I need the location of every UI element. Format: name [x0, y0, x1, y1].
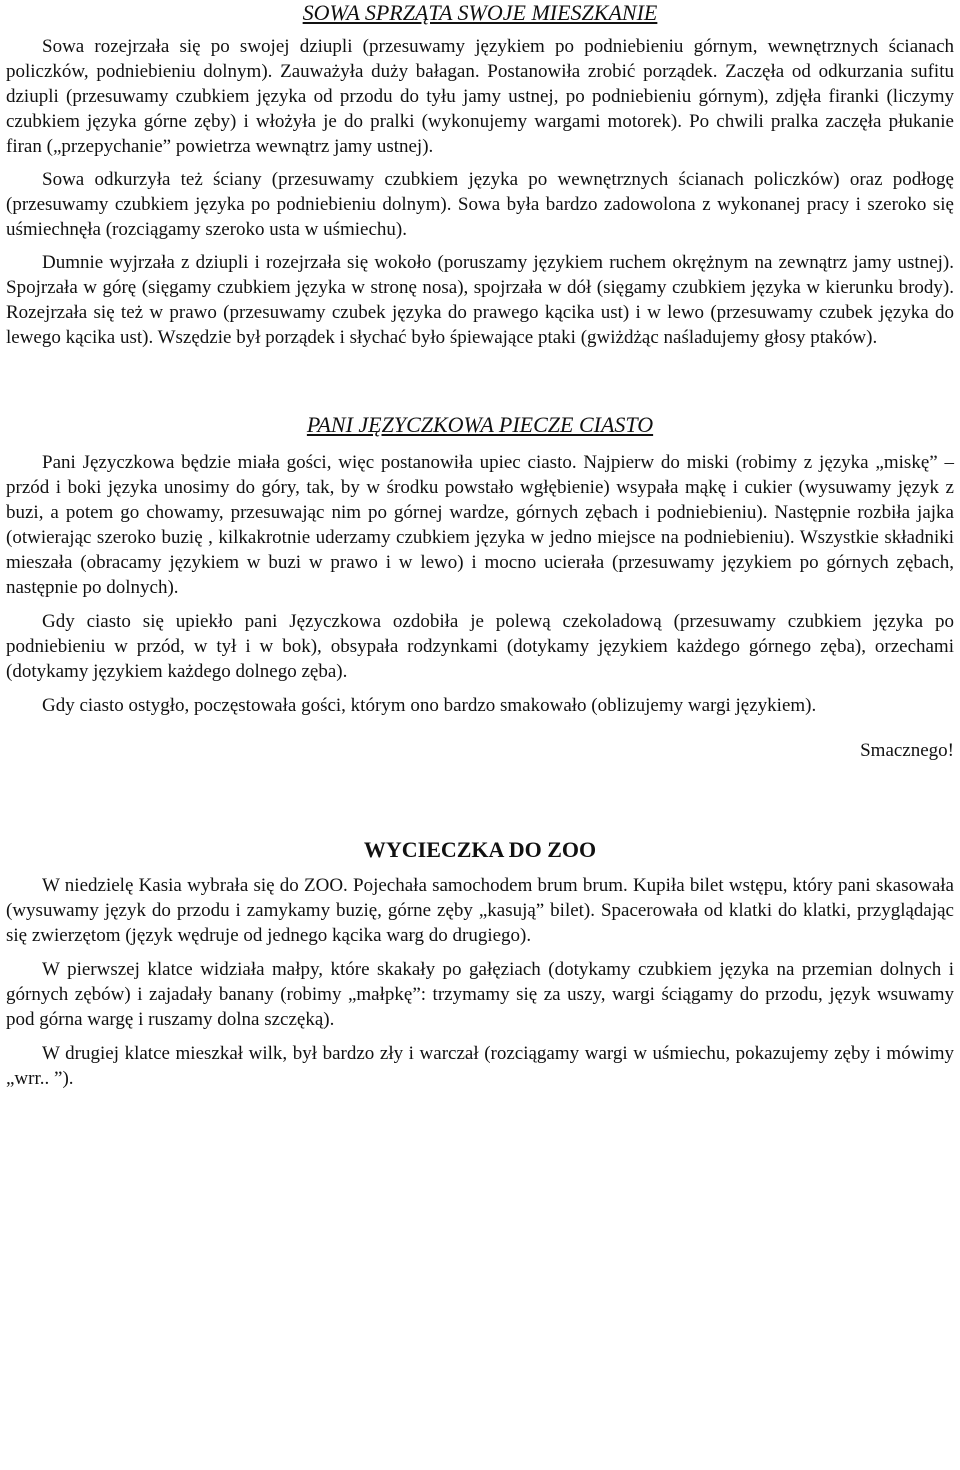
- paragraph-zoo-2: W pierwszej klatce widziała małpy, które skakały po gałęziach (dotykamy czubkiem języka na przemian dolnych i górnych zębów) i zajadały banany (robimy „małpkę”: trzymamy się za uszy, wargi ściągamy do przodu, język wsuwamy pod górna wargę i ruszamy dolna szczęką).: [6, 959, 954, 1030]
- paragraph-zoo-1: W niedzielę Kasia wybrała się do ZOO. Pojechała samochodem brum brum. Kupiła bilet wstępu, który pani skasowała (wysuwamy język do przodu i zamykamy buzię, górne zęby „kasują” bilet). Spacerowała od klatki do klatki, przyglądając się zwierzętom (język wędruje od jednego kącika warg do drugiego).: [6, 875, 954, 946]
- paragraph-sowa-3: Dumnie wyjrzała z dziupli i rozejrzała się wokoło (poruszamy językiem ruchem okrężnym na zewnątrz jamy ustnej). Spojrzała w górę (sięgamy czubkiem języka w stronę nosa), spojrzała w dół (sięgamy czubkiem języka w kierunku brody). Rozejrzała się też w prawo (przesuwamy czubek języka do prawego kącika ust) i w lewo (przesuwamy czubek języka do lewego kącika ust). Wszędzie był porządek i słychać było śpiewające ptaki (gwiżdżąc naśladujemy głosy ptaków).: [6, 252, 954, 348]
- paragraph-ciasto-2: Gdy ciasto się upiekło pani Języczkowa ozdobiła je polewą czekoladową (przesuwamy czubkiem języka po podniebieniu w przód, w tył i w bok), obsypała rodzynkami (dotykamy językiem każdego górnego zęba), orzechami (dotykamy językiem każdego dolnego zęba).: [6, 611, 954, 682]
- paragraph-sowa-1: Sowa rozejrzała się po swojej dziupli (przesuwamy językiem po podniebieniu górnym, wewnętrznych ścianach policzków, podniebieniu dolnym). Zauważyła duży bałagan. Postanowiła zrobić porządek. Zaczęła od odkurzania sufitu dziupli (przesuwamy czubkiem języka od przodu do tyłu jamy ustnej, po podniebieniu górnym), zdjęła firanki (liczymy czubkiem języka górne zęby) i włożyła je do pralki (wykonujemy wargami motorek). Po chwili pralka zaczęła płukanie firan („przepychanie” powietrza wewnątrz jamy ustnej).: [6, 36, 954, 157]
- document-page: [6, 0, 954, 1091]
- section-title-sowa: SOWA SPRZĄTA SWOJE MIESZKANIE: [302, 0, 658, 25]
- paragraph-sowa-2: Sowa odkurzyła też ściany (przesuwamy czubkiem języka po wewnętrznych ścianach policzków) oraz podłogę (przesuwamy czubkiem języka po podniebieniu dolnym). Sowa była bardzo zadowolona z wykonanej pracy i szeroko się uśmiechnęła (rozciągamy szeroko usta w uśmiechu).: [6, 169, 954, 240]
- paragraph-ciasto-3: Gdy ciasto ostygło, poczęstowała gości, którym ono bardzo smakowało (oblizujemy wargi językiem).: [42, 695, 817, 716]
- closing-line: Smacznego!: [860, 740, 954, 761]
- section-title-ciasto: PANI JĘZYCZKOWA PIECZE CIASTO: [306, 412, 654, 437]
- section-title-zoo: WYCIECZKA DO ZOO: [363, 837, 597, 862]
- paragraph-ciasto-1: Pani Języczkowa będzie miała gości, więc postanowiła upiec ciasto. Najpierw do miski (robimy z języka „miskę” – przód i boki języka unosimy do góry, tak, by w środku powstało wgłębienie) wsypała mąkę i cukier (wysuwamy język z buzi, a potem go chowamy, przesuwając nim po górnej wardze, górnych zębach i podniebieniu). Następnie rozbiła jajka (otwierając szeroko buzię , kilkakrotnie uderzamy czubkiem języka w jedno miejsce na podniebieniu). Wszystkie składniki mieszała (obracamy językiem w buzi w prawo i w lewo) i mocno ucierała (przesuwamy językiem po górnych zębach, następnie po dolnych).: [6, 452, 954, 598]
- paragraph-zoo-3: W drugiej klatce mieszkał wilk, był bardzo zły i warczał (rozciągamy wargi w uśmiechu, pokazujemy zęby i mówimy „wrr.. ”).: [6, 1043, 954, 1089]
